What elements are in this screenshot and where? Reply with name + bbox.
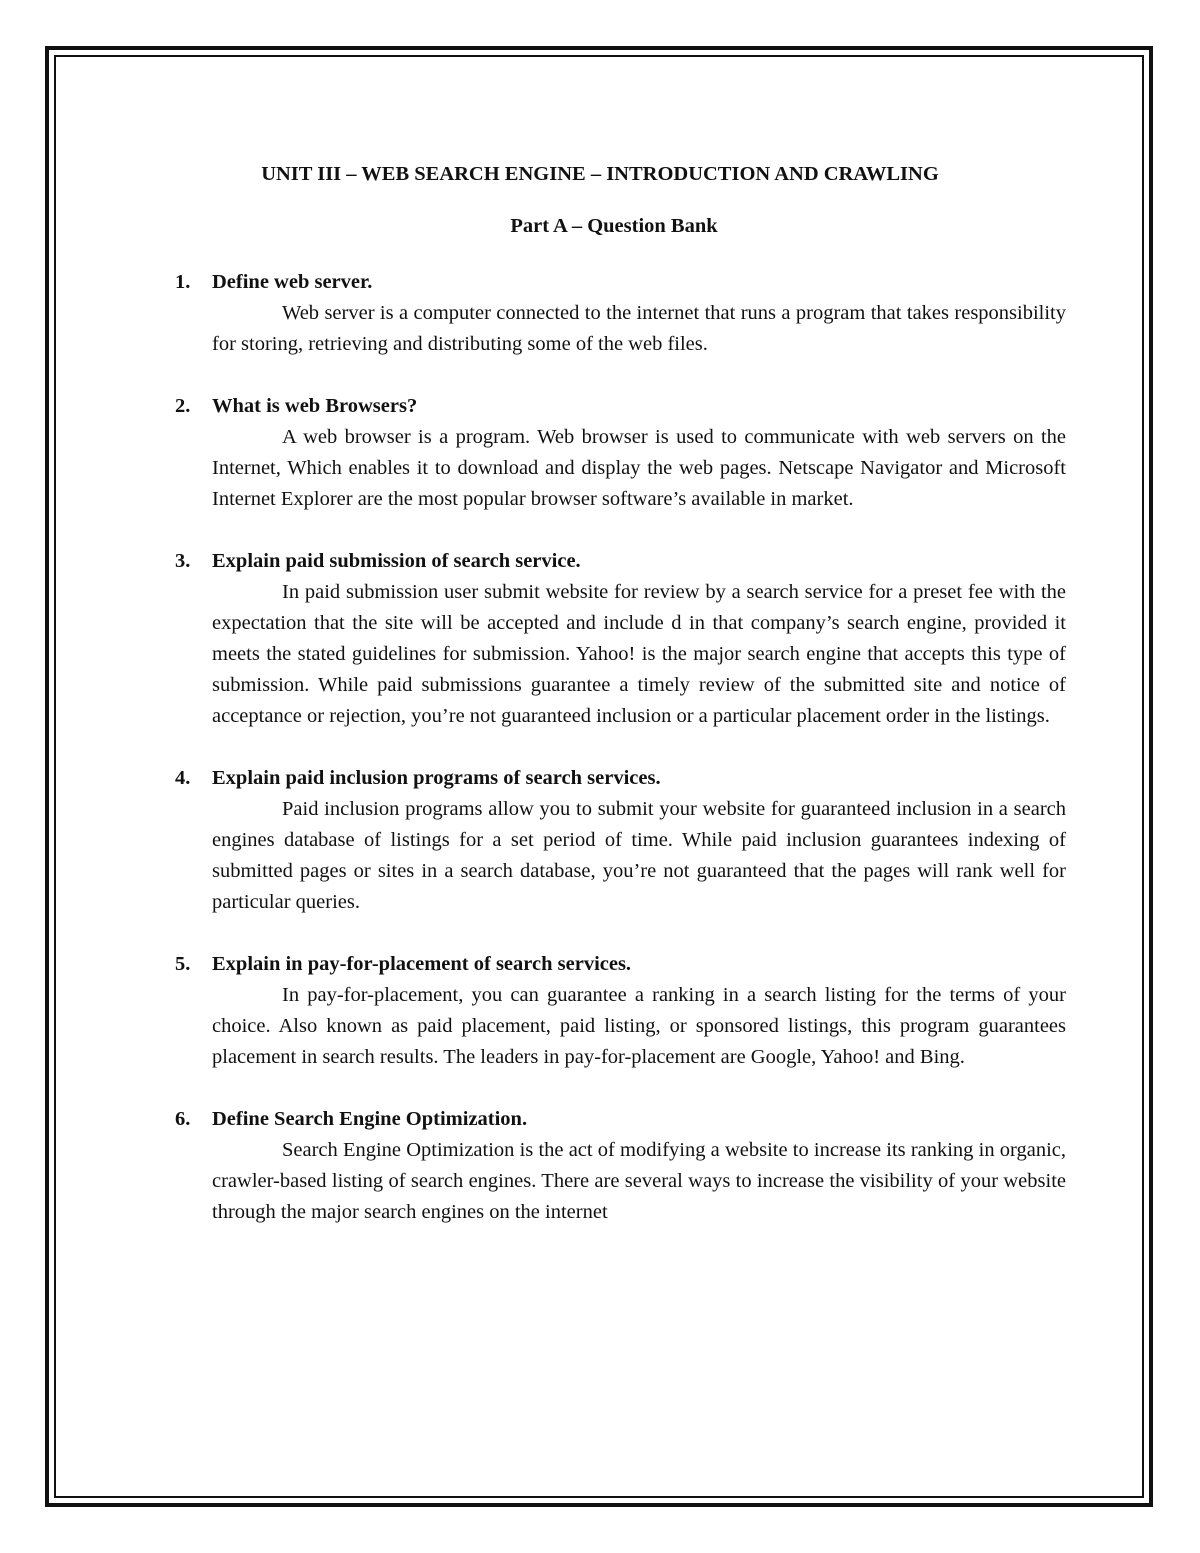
question-title: Define Search Engine Optimization. [212, 1108, 528, 1130]
question-item [175, 763, 1066, 918]
question-number: 5. [175, 953, 191, 975]
question-number: 4. [175, 767, 191, 789]
question-answer: A web browser is a program. Web browser is used to communicate with web servers on the Internet, Which enables it to download and display the web pages. Netscape Navigator and Microsoft Internet Explorer are the most popular browser software’s available in market. [212, 426, 1066, 510]
question-answer: In paid submission user submit website for review by a search service for a preset fee with the expectation that the site will be accepted and include d in that company’s search engine, provided it meets the stated guidelines for submission. Yahoo! is the major search engine that accepts this type of submission. While paid submissions guarantee a timely review of the submitted site and notice of acceptance or rejection, you’re not guaranteed inclusion or a particular placement order in the listings. [212, 581, 1066, 727]
question-list [175, 267, 1066, 1259]
question-number: 1. [175, 271, 191, 293]
question-title: Explain paid inclusion programs of search services. [212, 767, 661, 789]
question-title: Define web server. [212, 271, 373, 293]
document-subtitle: Part A – Question Bank [510, 215, 718, 237]
question-title: Explain paid submission of search service. [212, 550, 581, 572]
question-item [175, 267, 1066, 360]
question-title: What is web Browsers? [212, 395, 418, 417]
question-number: 6. [175, 1108, 191, 1130]
question-answer: Paid inclusion programs allow you to submit your website for guaranteed inclusion in a search engines database of listings for a set period of time. While paid inclusion guarantees indexing of submitted pages or sites in a search database, you’re not guaranteed that the pages will rank well for particular queries. [212, 798, 1066, 913]
question-number: 3. [175, 550, 191, 572]
question-item [175, 391, 1066, 515]
question-item [175, 546, 1066, 732]
question-title: Explain in pay-for-placement of search services. [212, 953, 632, 975]
question-item [175, 949, 1066, 1073]
question-answer: In pay-for-placement, you can guarantee a ranking in a search listing for the terms of your choice. Also known as paid placement, paid listing, or sponsored listings, this program guarantees placement in search results. The leaders in pay-for-placement are Google, Yahoo! and Bing. [212, 984, 1066, 1068]
question-item [175, 1104, 1066, 1228]
question-answer: Web server is a computer connected to the internet that runs a program that takes responsibility for storing, retrieving and distributing some of the web files. [212, 302, 1066, 355]
document-title: UNIT III – WEB SEARCH ENGINE – INTRODUCTION AND CRAWLING [261, 163, 939, 185]
question-number: 2. [175, 395, 191, 417]
question-answer: Search Engine Optimization is the act of modifying a website to increase its ranking in organic, crawler-based listing of search engines. There are several ways to increase the visibility of your website through the major search engines on the internet [212, 1139, 1066, 1223]
